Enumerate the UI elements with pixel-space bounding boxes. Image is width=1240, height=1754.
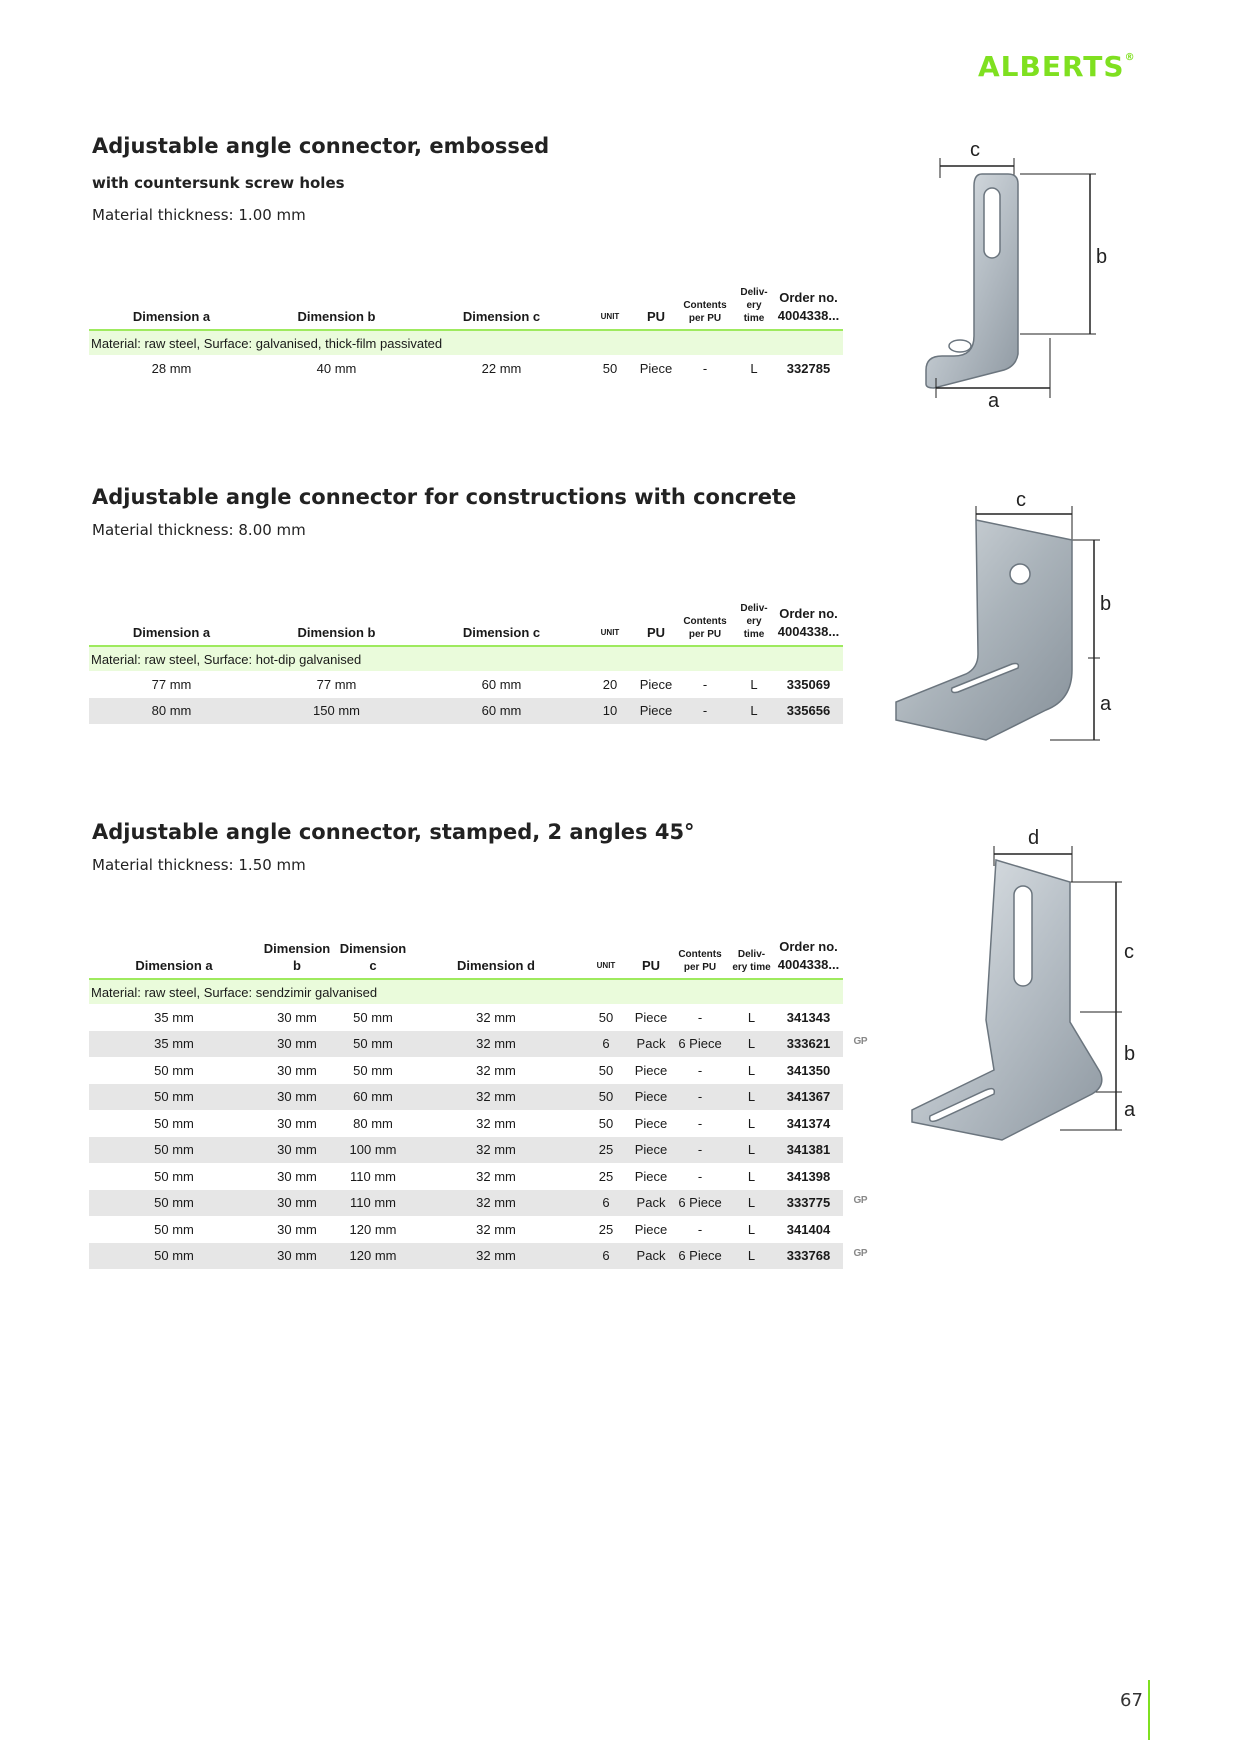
page-number: 67 xyxy=(1120,1690,1143,1711)
cell-dimension-a: 50 mm xyxy=(89,1084,259,1111)
cell-dimension-a: 28 mm xyxy=(151,360,192,376)
cell-dimension-a: 50 mm xyxy=(89,1190,259,1217)
cell-pu: Piece xyxy=(634,1221,668,1237)
diagram-label-c: c xyxy=(970,139,980,161)
diagram-label-a: a xyxy=(1100,693,1112,715)
cell-order-number: 332785 xyxy=(786,360,831,376)
cell-dimension-d: 32 mm xyxy=(411,1137,581,1164)
cell-dimension-b: 30 mm xyxy=(259,1243,335,1270)
header-pu: PU xyxy=(641,958,661,973)
cell-contents: - xyxy=(671,1137,729,1164)
material-row xyxy=(89,330,843,355)
cell-order-number: 341374 xyxy=(786,1115,831,1131)
header-unit: UNIT xyxy=(600,312,620,321)
cell-dimension-b: 30 mm xyxy=(259,1084,335,1111)
header-dimension-c: Dimension c xyxy=(462,625,541,640)
diagram-label-c: c xyxy=(1016,489,1026,511)
diagram-label-d: d xyxy=(1028,827,1040,849)
cell-delivery: L xyxy=(750,676,758,692)
cell-dimension-a: 50 mm xyxy=(89,1243,259,1270)
cell-delivery: L xyxy=(729,1137,774,1164)
material-text: Material: raw steel, Surface: galvanised, thick-film passivated xyxy=(89,330,843,355)
cell-delivery: L xyxy=(734,698,774,725)
section-title: Adjustable angle connector, stamped, 2 angles 45° xyxy=(92,820,695,844)
cell-dimension-b: 30 mm xyxy=(259,1190,335,1217)
cell-dimension-b: 30 mm xyxy=(277,1221,317,1237)
table-row xyxy=(89,1163,843,1190)
header-order: Order no. 4004338... xyxy=(777,290,840,323)
table-row xyxy=(89,698,843,725)
cell-dimension-c: 60 mm xyxy=(419,698,584,725)
diagram-label-b: b xyxy=(1096,246,1108,268)
cell-order-number: 335069 xyxy=(786,676,831,692)
cell-dimension-d: 32 mm xyxy=(411,1031,581,1058)
cell-contents: 6 Piece xyxy=(671,1243,729,1270)
cell-dimension-c: 80 mm xyxy=(353,1115,393,1131)
table-header-row xyxy=(89,938,843,979)
table-row xyxy=(89,1004,843,1031)
cell-dimension-d: 32 mm xyxy=(476,1168,516,1184)
cell-pu: Piece xyxy=(634,1168,668,1184)
cell-pu: Pack xyxy=(631,1243,671,1270)
gp-badge: GP xyxy=(853,1194,867,1206)
header-order: Order no. 4004338... xyxy=(777,606,840,639)
header-dimension-d: Dimension d xyxy=(456,958,535,973)
material-text: Material: raw steel, Surface: hot-dip galvanised xyxy=(89,646,843,671)
material-thickness: Material thickness: 1.00 mm xyxy=(92,206,306,224)
cell-unit: 50 xyxy=(598,1062,614,1078)
cell-contents: 6 Piece xyxy=(671,1031,729,1058)
cell-unit: 25 xyxy=(581,1137,631,1164)
cell-dimension-a: 50 mm xyxy=(154,1115,194,1131)
cell-dimension-c: 110 mm xyxy=(335,1190,411,1217)
cell-dimension-a: 50 mm xyxy=(154,1168,194,1184)
table-row xyxy=(89,1137,843,1164)
header-dimension-b: Dimension b xyxy=(297,309,376,324)
page-accent-bar xyxy=(1148,1680,1150,1740)
cell-pu: Piece xyxy=(639,360,673,376)
material-text: Material: raw steel, Surface: sendzimir galvanised xyxy=(89,979,843,1004)
cell-contents: - xyxy=(697,1221,703,1237)
cell-delivery: L xyxy=(747,1168,756,1184)
cell-dimension-d: 32 mm xyxy=(476,1221,516,1237)
diagram-label-a: a xyxy=(1124,1099,1136,1121)
header-unit: UNIT xyxy=(600,628,620,637)
cell-unit: 50 xyxy=(602,360,618,376)
cell-dimension-c: 110 mm xyxy=(350,1168,396,1184)
cell-dimension-b: 40 mm xyxy=(316,360,357,376)
cell-unit: 10 xyxy=(584,698,636,725)
cell-delivery: L xyxy=(750,360,758,376)
cell-pu: Piece xyxy=(636,698,676,725)
header-dimension-a: Dimension a xyxy=(135,958,213,973)
product-diagram-embossed xyxy=(910,138,1130,412)
cell-order-number: 341381 xyxy=(774,1137,843,1164)
cell-dimension-d: 32 mm xyxy=(476,1115,516,1131)
cell-unit: 20 xyxy=(602,676,618,692)
cell-dimension-b: 150 mm xyxy=(254,698,419,725)
header-delivery: Deliv- ery time xyxy=(740,603,768,640)
cell-dimension-d: 32 mm xyxy=(411,1084,581,1111)
cell-unit: 50 xyxy=(598,1115,614,1131)
cell-dimension-b: 77 mm xyxy=(316,676,357,692)
header-dimension-b: Dimension b xyxy=(297,625,376,640)
material-thickness: Material thickness: 8.00 mm xyxy=(92,521,306,539)
header-dimension-c: Dimension c xyxy=(339,941,407,973)
cell-delivery: L xyxy=(729,1243,774,1270)
cell-delivery: L xyxy=(747,1115,756,1131)
cell-delivery: L xyxy=(747,1009,756,1025)
header-dimension-a: Dimension a xyxy=(132,625,211,640)
cell-contents: - xyxy=(676,698,734,725)
cell-dimension-a: 80 mm xyxy=(89,698,254,725)
cell-dimension-c: 50 mm xyxy=(353,1009,393,1025)
cell-dimension-b: 30 mm xyxy=(277,1115,317,1131)
table-header-row xyxy=(89,286,843,330)
cell-dimension-c: 120 mm xyxy=(335,1243,411,1270)
table-row xyxy=(89,1057,843,1084)
cell-order-number: 341404 xyxy=(786,1221,831,1237)
gp-badge: GP xyxy=(853,1247,867,1259)
cell-order-number: 341398 xyxy=(786,1168,831,1184)
cell-dimension-c: 60 mm xyxy=(481,676,522,692)
header-contents: Contents per PU xyxy=(683,300,727,324)
brand-logo: ALBERTS® xyxy=(978,50,1136,83)
cell-dimension-a: 50 mm xyxy=(154,1221,194,1237)
table-row xyxy=(89,1110,843,1137)
cell-dimension-c: 50 mm xyxy=(335,1031,411,1058)
diagram-label-b: b xyxy=(1124,1043,1136,1065)
cell-order-number: 335656 xyxy=(774,698,843,725)
material-thickness: Material thickness: 1.50 mm xyxy=(92,856,306,874)
cell-dimension-d: 32 mm xyxy=(476,1009,516,1025)
header-delivery: Deliv- ery time xyxy=(740,287,768,324)
section-title: Adjustable angle connector, embossed xyxy=(92,134,550,158)
diagram-label-a: a xyxy=(988,390,1000,412)
cell-contents: - xyxy=(702,360,708,376)
header-unit: UNIT xyxy=(596,961,616,970)
cell-pu: Piece xyxy=(639,676,673,692)
material-row xyxy=(89,646,843,671)
cell-dimension-b: 30 mm xyxy=(259,1137,335,1164)
cell-dimension-d: 32 mm xyxy=(411,1243,581,1270)
header-dimension-a: Dimension a xyxy=(132,309,211,324)
cell-order-number: 341343 xyxy=(786,1009,831,1025)
header-dimension-c: Dimension c xyxy=(462,309,541,324)
cell-pu: Pack xyxy=(631,1190,671,1217)
header-order: Order no. 4004338... xyxy=(777,939,840,972)
cell-unit: 6 xyxy=(581,1190,631,1217)
cell-unit: 25 xyxy=(598,1221,614,1237)
cell-dimension-b: 30 mm xyxy=(277,1062,317,1078)
cell-unit: 6 xyxy=(581,1031,631,1058)
cell-dimension-a: 35 mm xyxy=(154,1009,194,1025)
cell-dimension-d: 32 mm xyxy=(411,1190,581,1217)
cell-delivery: L xyxy=(747,1062,756,1078)
section-subtitle: with countersunk screw holes xyxy=(92,174,345,192)
cell-order-number: 333775 GP xyxy=(774,1190,843,1217)
cell-order-number: 333621 GP xyxy=(774,1031,843,1058)
table-row xyxy=(89,1243,843,1270)
table-row xyxy=(89,1216,843,1243)
gp-badge: GP xyxy=(853,1035,867,1047)
cell-delivery: L xyxy=(729,1084,774,1111)
cell-dimension-b: 30 mm xyxy=(277,1009,317,1025)
table-row xyxy=(89,1190,843,1217)
table-row xyxy=(89,355,843,382)
cell-pu: Piece xyxy=(631,1084,671,1111)
spec-table xyxy=(89,938,867,1269)
cell-pu: Piece xyxy=(634,1009,668,1025)
cell-unit: 25 xyxy=(598,1168,614,1184)
cell-dimension-a: 50 mm xyxy=(89,1137,259,1164)
cell-contents: - xyxy=(697,1115,703,1131)
header-contents: Contents per PU xyxy=(678,949,722,973)
cell-pu: Pack xyxy=(631,1031,671,1058)
header-delivery: Deliv- ery time xyxy=(732,949,771,973)
header-dimension-b: Dimension b xyxy=(263,941,331,973)
diagram-label-b: b xyxy=(1100,593,1112,615)
cell-contents: - xyxy=(671,1084,729,1111)
cell-unit: 50 xyxy=(581,1084,631,1111)
cell-dimension-c: 50 mm xyxy=(353,1062,393,1078)
cell-order-number: 341367 xyxy=(774,1084,843,1111)
table-row xyxy=(89,1031,843,1058)
cell-dimension-c: 22 mm xyxy=(481,360,522,376)
cell-dimension-b: 30 mm xyxy=(259,1031,335,1058)
cell-contents: - xyxy=(697,1062,703,1078)
product-diagram-stamped xyxy=(890,826,1136,1146)
cell-dimension-d: 32 mm xyxy=(476,1062,516,1078)
table-row xyxy=(89,1084,843,1111)
section-title: Adjustable angle connector for constructions with concrete xyxy=(92,485,797,509)
cell-delivery: L xyxy=(729,1190,774,1217)
header-contents: Contents per PU xyxy=(683,616,727,640)
cell-dimension-c: 120 mm xyxy=(349,1221,397,1237)
cell-delivery: L xyxy=(747,1221,756,1237)
product-diagram-concrete xyxy=(880,490,1120,750)
cell-dimension-a: 50 mm xyxy=(154,1062,194,1078)
cell-contents: - xyxy=(697,1168,703,1184)
cell-dimension-a: 35 mm xyxy=(89,1031,259,1058)
cell-dimension-c: 60 mm xyxy=(335,1084,411,1111)
cell-order-number: 333768 GP xyxy=(774,1243,843,1270)
material-row xyxy=(89,979,843,1004)
cell-dimension-c: 100 mm xyxy=(335,1137,411,1164)
spec-table xyxy=(89,602,843,724)
cell-delivery: L xyxy=(729,1031,774,1058)
cell-dimension-b: 30 mm xyxy=(277,1168,317,1184)
cell-contents: - xyxy=(702,676,708,692)
cell-dimension-a: 77 mm xyxy=(151,676,192,692)
header-pu: PU xyxy=(646,625,666,640)
diagram-label-c: c xyxy=(1124,941,1134,963)
cell-pu: Piece xyxy=(631,1137,671,1164)
cell-unit: 6 xyxy=(581,1243,631,1270)
table-header-row xyxy=(89,602,843,646)
cell-contents: 6 Piece xyxy=(671,1190,729,1217)
header-pu: PU xyxy=(646,309,666,324)
stamped-rows xyxy=(89,1004,867,1269)
cell-pu: Piece xyxy=(634,1115,668,1131)
table-row xyxy=(89,671,843,698)
cell-pu: Piece xyxy=(634,1062,668,1078)
cell-unit: 50 xyxy=(598,1009,614,1025)
spec-table xyxy=(89,286,843,382)
cell-contents: - xyxy=(697,1009,703,1025)
cell-order-number: 341350 xyxy=(786,1062,831,1078)
